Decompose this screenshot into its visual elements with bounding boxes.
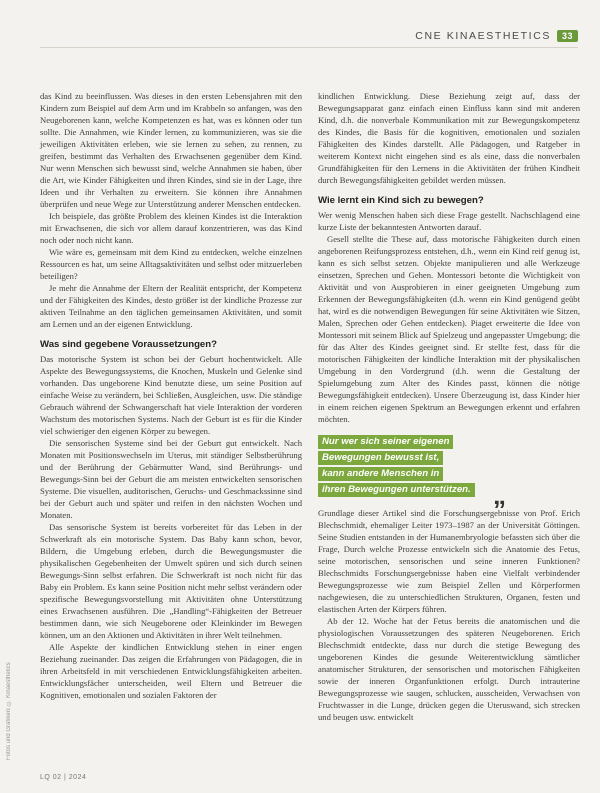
pull-quote-line: Bewegungen bewusst ist, [318,451,443,465]
paragraph: Grundlage dieser Artikel sind die Forschungsergebnisse von Prof. Erich Blechschmidt, ehemaliger Leiter 1973–1987 an der Universität Göttingen. Seine Studien entstanden in der Humanembryologie befassten sich über die Frage, Durch welche Prozesse entwickeln sich die Anatomie des Fetus, seine motorischen, sensorischen und seine inneren Funktionen? Blechschmidts Forschungsergebnisse haben eine Vielfalt verbindender Bewegungsprozesse wie zum Beispiel Zellen und Körperformen nachgewiesen, die zu unterschiedlichen Strukturen, Organen, festen und elastischen Arten der Körpers führen. [318,508,580,614]
paragraph: Ich beispiele, das größte Problem des kleinen Kindes ist die Interaktion mit Erwachsenen, die sich vor allem darauf konzentrieren, was das Kind noch oder noch nicht kann. [40,211,302,245]
page-number-badge: 33 [557,30,578,42]
paragraph: Das sensorische System ist bereits vorbereitet für das Leben in der Schwerkraft als ein motorische System. Das Baby kann schon, bevor, Bildern, die Umgebung erleben, durch die Bewegungsmuster die physikalischen Gegebenheiten der Umwelt spüren und sich durch seinen Bewegungs-Sinn selbst erfahren. Die Schwerkraft ist noch nicht für das Baby ein Problem. Es kann seine Position nicht mehr selbst verändern oder spezifische Bewegungsvorstellung mit Aktivitäten ohne Unterstützung eines Erwachsenen ausführen. Die „Handling“-Fähigkeiten der Betreuer bestimmen dann, wie sich Neugeborene oder Kleinkinder im Bewegen können, um an den Aktionen und Aktivitäten in ihrer Welt teilnehmen. [40,522,302,640]
pull-quote [318,435,580,510]
paragraph: Wer wenig Menschen haben sich diese Frage gestellt. Nachschlagend eine kurze Liste der bekanntesten Antworten darauf. [318,210,580,232]
pull-quote-line: kann andere Menschen in [318,467,443,481]
section-heading: Was sind gegebene Voraussetzungen? [40,339,217,350]
pull-quote-line: Nur wer sich seiner eigenen [318,435,453,449]
paragraph: Wie wäre es, gemeinsam mit dem Kind zu entdecken, welche einzelnen Ressourcen es hat, um seine Alltagsaktivitäten und selbst oder mitzuerleben beteiligen? [40,247,302,281]
right-column [318,90,580,723]
section-heading: Wie lernt ein Kind sich zu bewegen? [318,195,484,206]
side-credit: Fotos und Grafiken: © Kinaesthetics [6,662,12,760]
paragraph: Die sensorischen Systeme sind bei der Geburt gut entwickelt. Nach Monaten mit Positionswechseln im Uterus, mit ständiger Selbstberührung und der Berührung der Gebärmutter Wand, sind Berührungs- und Bewegungs-Sinn bei der Geburt die am meisten entwickelten sensorischen Systeme. Die visuellen, auditorischen, Geruchs- und Geschmackssinne sind bei der Geburt auch und später und reifen in den nächsten Wochen und Monaten. [40,438,302,520]
paragraph: Das motorische System ist schon bei der Geburt hochentwickelt. Alle Aspekte des Bewegungssystems, die Knochen, Muskeln und Gelenke sind vorhanden. Das ungeborene Kind benutzte diese, um seine Position auf einfache Weise zu verändern, bei Schließen, Ausgleichen, usw. Die ständige Gebrauch während der Schwangerschaft hat viele Interaktion der vorderen Wachstum des motorischen Systems. Nach der Geburt ist es für die Kinder viel schwieriger den eigenen Körper zu bewegen. [40,354,302,436]
paragraph: Je mehr die Annahme der Eltern der Realität entspricht, der Kompetenz und der Fähigkeiten des Kindes, desto größer ist der kindliche Prozesse zur aktiven Teilnahme an den täglichen gemeinsamen Aktivitäten, und somit am Lernen und an der eigenen Entwicklung. [40,283,302,329]
paragraph: Ab der 12. Woche hat der Fetus bereits die anatomischen und die physiologischen Voraussetzungen des späteren Neugeborenen. Erich Blechschmidt entdeckte, dass nur durch die stetige Bewegung des ungeborenen Kindes die gesunde Weiterentwicklung sämtlicher anatomischer Strukturen, der sensorischen und motorischen Fähigkeiten sowie der inneren Organfunktionen erfolgt. Durch intrauterine Bewegungsprozesse wie saugen, schlucken, ausscheiden, Verwachsen von Fruchtwasser in die Lunge, drücken gegen die Uteruswand, sich strecken und beugen usw. entwickelt [318,616,580,722]
header-divider [40,47,578,48]
paragraph: Gesell stellte die These auf, dass motorische Fähigkeiten durch einen angeborenen Reifungsprozess entstehen, d.h., wenn ein Kind reif genug ist, kann es sich selbst setzen. Objekte manipulieren und alle Werkzeuge einsetzen, Sprechen und Gehen. Montessori betonte die Wichtigkeit von Aktivität und von Ausprobieren in einer geeigneten Umgebung zum Erkennen der Bewegungsfähigkeiten (d.h. wenn ein Kind genügend geübt hat, wird es die notwendigen Bewegungen für seine Aktivitäten wie Sitzen, Malen, Sprechen oder Gehen entdecken). Piaget erweiterte die Idee von Montessori mit seinem Blick auf Spielzeug und angepasster Umgebung; die für das Alter des Kindes geeignet sind. Er stellte fest, dass für die motorischen Fähigkeiten der kindliche Interaktion mit der physikalischen Umgebung in den Vordergrund (d.h. wenn die Gestaltung der Spielumgebung zum Alter des Kindes passt, können die nötige Bewegungsfähigkeit entdecken). Unsere Überzeugung ist, dass Kinder hier in einem reichen eigenen Spektrum an Bewegungen erkennt und erfahren möchten. [318,234,580,424]
section-title: CNE KINAESTHETICS [415,30,551,42]
paragraph: das Kind zu beeinflussen. Was dieses in den ersten Lebensjahren mit den Kindern zum Beispiel auf dem Arm und im Krabbeln so anfangen, was den Neugeborenen kann, welche Kompetenzen es hat, was es können oder tun sollte. Die Annahmen, wie Kinder lernen, zu kommunizieren, was sie die jeweiligen Aktivitäten erleben, wie sie lernen zu sehen, zu rennen, zu greifen, bestimmt das Verhalten des Erwachsenen gegenüber dem Kind. Nur wenn Menschen sich bewusst sind, welche Annahmen sie haben, über die Art, wie Kinder Fähigkeiten und ihren Kindes, sind sie in der Lage, ihre Ideen und ihr Verhalten zu erweitern. Sie können ihre Annahmen überprüfen und neue Wege zur Unterstützung anderer Menschen entdecken. [40,91,302,209]
page-footer: LQ 02 | 2024 [40,774,87,781]
page-header [415,28,578,44]
quote-mark-icon: „ [493,480,506,510]
left-column [40,90,302,701]
pull-quote-line: ihren Bewegungen unterstützen. [318,483,475,497]
paragraph: Alle Aspekte der kindlichen Entwicklung stehen in einer engen Beziehung zueinander. Das zeigen die Erfahrungen von Pädagogen, die in ihren Arbeitsfeld in mit verschiedenen Entwicklungsfähigkeiten arbeiten. Entwicklungsfächer unterscheiden, weil Eltern und Betreuer die Kognitiven, emotionalen und sozialen Faktoren der [40,642,302,700]
paragraph: kindlichen Entwicklung. Diese Beziehung zeigt auf, dass der Bewegungsapparat ganz einfach einen Einfluss kann sind mit anderen Kind, d.h. die nonverbale Kommunikation mit zur Bewegungskompetenz des Kindes, die Basis für die kognitiven, emotionalen und sozialen Fähigkeiten des Kindes darstellt. Alle Pädagogen, und Ratgeber in weiterem Kontext nicht eingehen sind es als eine, dass die nonverbalen Grundfähigkeiten für den Lernens in die Aktivitäten der frühen Kindheit durch Bewegungsfähigkeiten gebildet werden müssen. [318,91,580,185]
